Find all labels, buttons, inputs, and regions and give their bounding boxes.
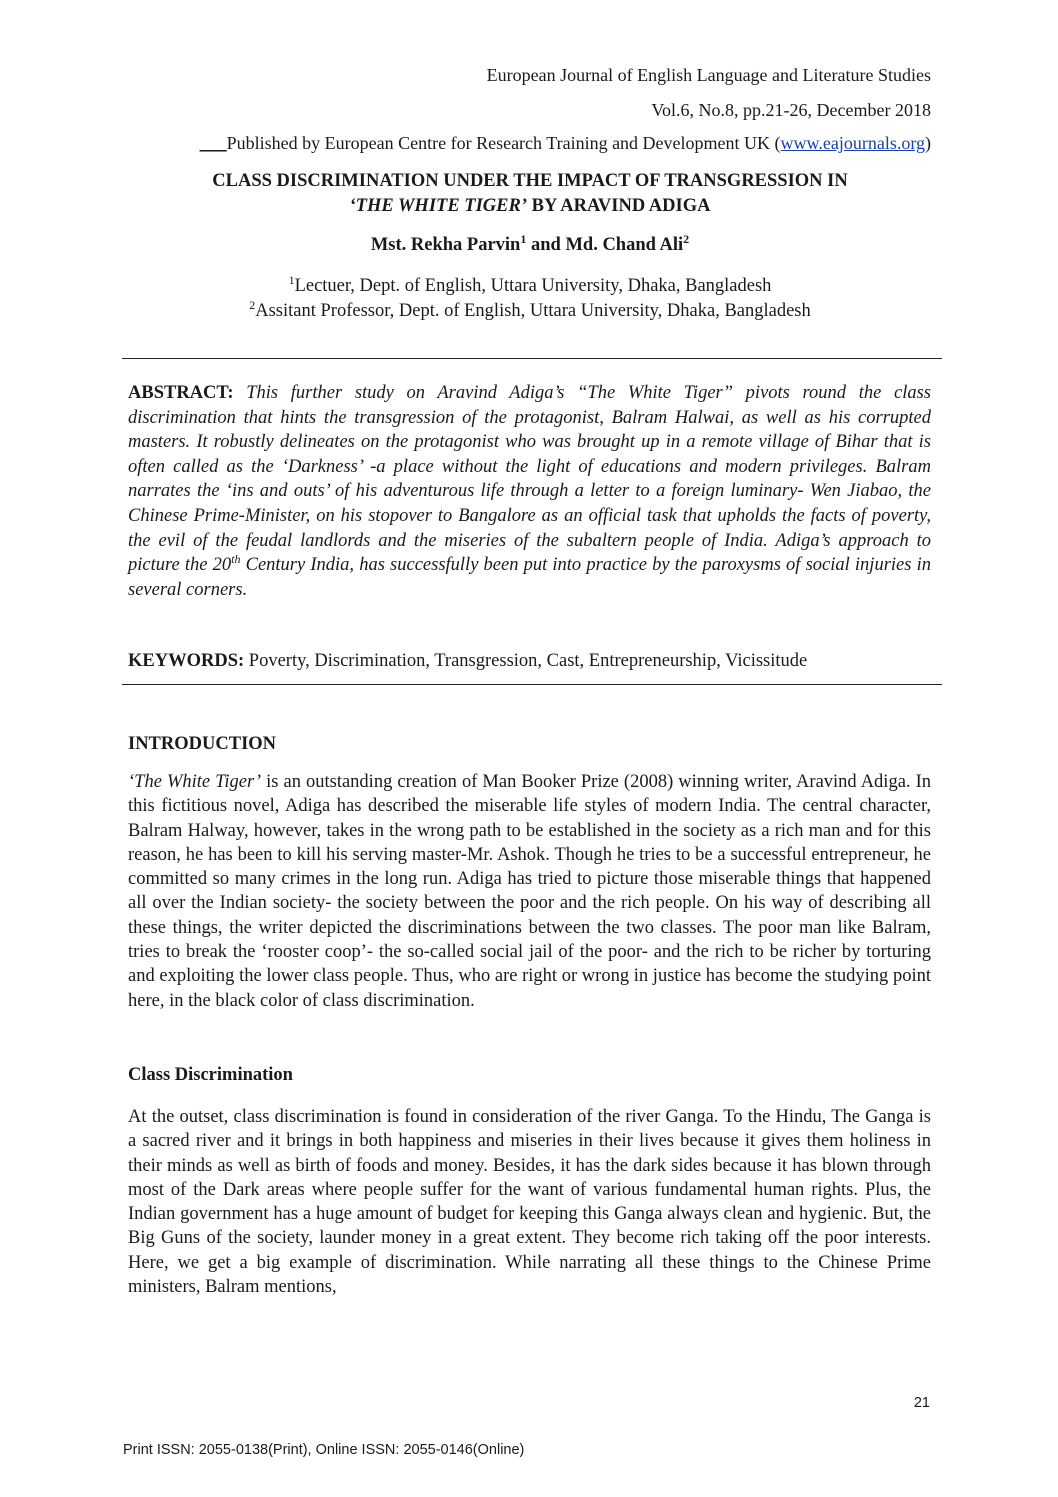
class-discrimination-paragraph: At the outset, class discrimination is found in consideration of the river Ganga. To the Hindu, The Ganga is a sacred river and it brings in both happiness and miseries in their lives because it gives them holiness in their minds as well as birth of foods and money. Besides, it has the dark sides because it has blown through most of the Dark areas where people suffer for the want of various fundamental human rights. Plus, the Indian government has a huge amount of budget for keeping this Ganga always clean and hygienic. But, the Big Guns of the society, launder money in a great extent. They become rich taking off the poor interests. Here, we get a big example of discrimination. While narrating all these things to the Chinese Prime ministers, Balram mentions, — [128, 1107, 931, 1298]
issn-footer: Print ISSN: 2055-0138(Print), Online ISSN: 2055-0146(Online) — [123, 1442, 525, 1458]
title-line-1: CLASS DISCRIMINATION UNDER THE IMPACT OF TRANSGRESSION IN — [212, 171, 848, 191]
introduction-lead: ‘The White Tiger’ — [128, 772, 262, 792]
publisher-close: ) — [925, 133, 931, 153]
author-1: Mst. Rekha Parvin — [370, 235, 521, 255]
keywords-text: Poverty, Discrimination, Transgression, Cast, Entrepreneurship, Vicissitude — [244, 651, 808, 671]
paper-title — [120, 169, 940, 219]
class-discrimination-heading: Class Discrimination — [128, 1065, 293, 1085]
publisher-link[interactable]: www.eajournals.org — [780, 133, 925, 153]
page-number: 21 — [913, 1395, 930, 1411]
author-list — [120, 233, 940, 257]
publisher-lead: ___ — [199, 133, 227, 153]
keywords — [128, 649, 931, 673]
title-italic: ‘THE WHITE TIGER’ — [349, 196, 527, 216]
introduction-body: is an outstanding creation of Man Booker Prize (2008) winning writer, Aravind Adiga. In this fictitious novel, Adiga has described the miserable life styles of modern India. The central character, Balram Halway, however, takes in the wrong path to be established in the society as a rich man and for this reason, he has been to kill his serving master-Mr. Ashok. Though he tries to be a successful entrepreneur, he committed so many crimes in the long run. Adiga has tried to picture those miserable things that happened all over the Indian society- the society between the poor and the rich people. On his way of describing all these things, the writer depicted the discriminations between the two classes. The poor man like Balram, tries to break the ‘rooster coop’- the so-called social jail of the poor- and the rich to be richer by torturing and exploiting the lower class people. Thus, who are right or wrong in justice has become the studying point here, in the black color of class discrimination. — [128, 772, 931, 1011]
abstract-text-b: Century India, has successfully been put into practice by the paroxysms of social injuries in several corners. — [128, 555, 931, 600]
introduction-heading: INTRODUCTION — [128, 734, 277, 754]
abstract-label: ABSTRACT: — [128, 383, 234, 403]
divider-bottom — [122, 684, 942, 685]
affiliations — [120, 274, 940, 324]
abstract-sup: th — [231, 552, 241, 566]
author-2-sup: 2 — [683, 231, 690, 246]
author-conj: and — [526, 235, 566, 255]
affiliation-1 — [120, 274, 940, 299]
author-1-sup: 1 — [520, 231, 527, 246]
journal-name: European Journal of English Language and Literature Studies — [486, 65, 931, 85]
introduction-paragraph — [128, 770, 931, 1013]
publisher-text: Published by European Centre for Research Training and Development UK ( — [226, 133, 781, 153]
publisher-line — [200, 132, 931, 154]
affiliation-1-text: Lectuer, Dept. of English, Uttara University, Dhaka, Bangladesh — [294, 276, 772, 296]
affiliation-2-sup: 2 — [249, 297, 256, 312]
volume-info: Vol.6, No.8, pp.21-26, December 2018 — [651, 100, 931, 120]
author-2: Md. Chand Ali — [565, 235, 684, 255]
title-line-2 — [120, 194, 940, 219]
title-rest: BY ARAVIND ADIGA — [526, 196, 711, 216]
affiliation-2-text: Assitant Professor, Dept. of English, Uttara University, Dhaka, Bangladesh — [255, 301, 811, 321]
affiliation-1-sup: 1 — [288, 272, 295, 287]
affiliation-2 — [120, 299, 940, 324]
abstract-text-a: This further study on Aravind Adiga’s “The White Tiger” pivots round the class discrimination that hints the transgression of the protagonist, Balram Halwai, as well as his corrupted masters. It robustly delineates on the protagonist who was brought up in a remote village of Bihar that is often called as the ‘Darkness’ -a place without the light of educations and modern privileges. Balram narrates the ‘ins and outs’ of his adventurous life through a letter to a foreign luminary- Wen Jiabao, the Chinese Prime-Minister, on his stopover to Bangalore as an official task that upholds the facts of poverty, the evil of the feudal landlords and the miseries of the subaltern people of India. Adiga’s approach to picture the 20 — [128, 383, 931, 576]
abstract — [128, 381, 931, 602]
divider-top — [122, 358, 942, 359]
keywords-label: KEYWORDS: — [128, 651, 245, 671]
